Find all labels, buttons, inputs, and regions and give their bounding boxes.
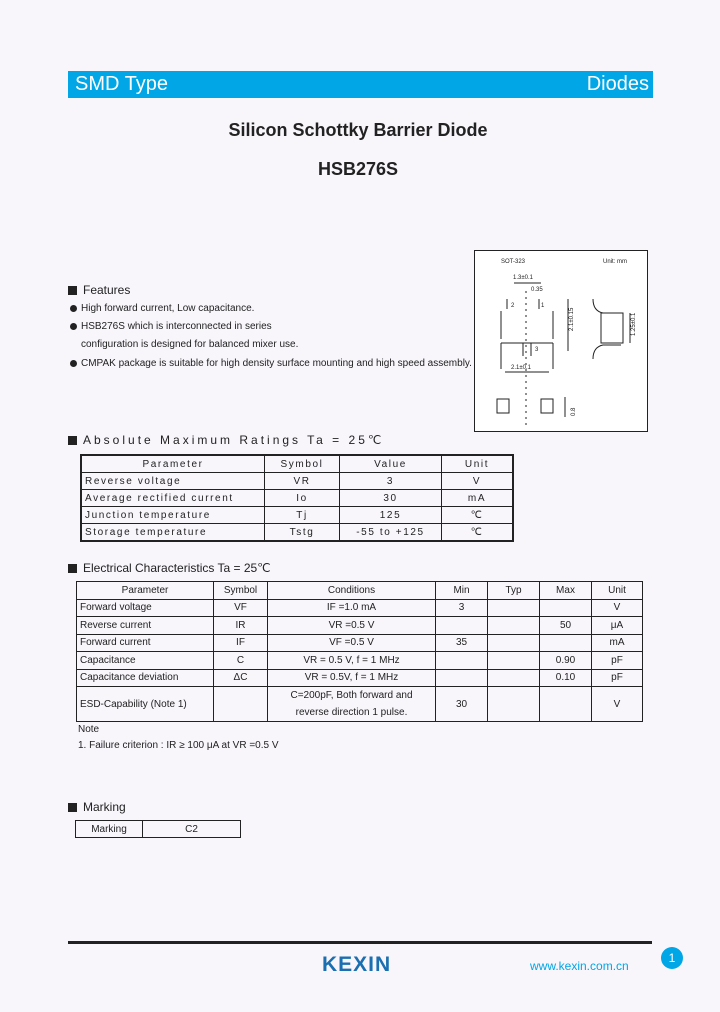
table-row: Reverse current IR VR =0.5 V 50 μA xyxy=(77,617,643,635)
page-number: 1 xyxy=(661,947,683,969)
table-row: Capacitance deviation ΔC VR = 0.5V, f = 1 MHz 0.10 pF xyxy=(77,669,643,687)
svg-text:2.1±0.15: 2.1±0.15 xyxy=(569,307,575,331)
bullet-square-icon xyxy=(68,564,77,573)
table-row: ESD-Capability (Note 1) C=200pF, Both forward and reverse direction 1 pulse. 30 V xyxy=(77,687,643,722)
marking-heading: Marking xyxy=(68,800,126,814)
svg-text:1.25±0.1: 1.25±0.1 xyxy=(631,312,637,336)
bullet-dot-icon xyxy=(70,360,77,367)
svg-text:2.1±0.1: 2.1±0.1 xyxy=(511,365,531,371)
table-row: Reverse voltage VR 3 V xyxy=(81,473,513,490)
svg-text:0.35: 0.35 xyxy=(531,287,543,293)
page-title: Silicon Schottky Barrier Diode xyxy=(228,120,488,140)
table-row: Forward current IF VF =0.5 V 35 mA xyxy=(77,634,643,652)
part-number: HSB276S xyxy=(317,159,399,179)
electrical-table xyxy=(76,581,643,722)
marking-table xyxy=(75,820,241,838)
table-row: Capacitance C VR = 0.5 V, f = 1 MHz 0.90 pF xyxy=(77,652,643,670)
unit-label: Unit: mm xyxy=(603,259,627,265)
svg-text:1: 1 xyxy=(541,303,545,309)
svg-text:3: 3 xyxy=(535,347,539,353)
bullet-square-icon xyxy=(68,803,77,812)
bullet-dot-icon xyxy=(70,323,77,330)
feature-item: HSB276S which is interconnected in series xyxy=(70,321,272,332)
abs-max-heading: Absolute Maximum Ratings Ta = 25℃ xyxy=(68,433,384,447)
feature-item-continued: configuration is designed for balanced mixer use. xyxy=(81,339,299,350)
header-type: SMD Type xyxy=(75,73,168,95)
note-1: 1. Failure criterion : IR ≥ 100 μA at VR =0.5 V xyxy=(78,740,279,751)
footer-divider xyxy=(68,941,652,944)
table-header-row: Parameter Symbol Value Unit xyxy=(81,455,513,473)
table-row: Forward voltage VF IF =1.0 mA 3 V xyxy=(77,599,643,617)
feature-item: CMPAK package is suitable for high density surface mounting and high speed assembly. xyxy=(70,358,472,369)
abs-max-table xyxy=(80,454,514,542)
website-link[interactable]: www.kexin.com.cn xyxy=(530,959,629,973)
header-category: Diodes xyxy=(586,73,649,95)
package-name: SOT-323 xyxy=(501,259,526,265)
note-label: Note xyxy=(78,724,100,735)
header-bar xyxy=(68,71,653,98)
table-row: Storage temperature Tstg -55 to +125 ℃ xyxy=(81,524,513,542)
elec-heading: Electrical Characteristics Ta = 25℃ xyxy=(68,561,271,575)
bullet-square-icon xyxy=(68,286,77,295)
table-row: Marking C2 xyxy=(76,821,241,838)
feature-item: High forward current, Low capacitance. xyxy=(70,303,254,314)
svg-text:0.8: 0.8 xyxy=(571,407,577,416)
table-header-row: Parameter Symbol Conditions Min Typ Max Unit xyxy=(77,582,643,600)
features-heading: Features xyxy=(68,283,130,297)
table-row: Junction temperature Tj 125 ℃ xyxy=(81,507,513,524)
kexin-logo: KEXIN xyxy=(322,953,392,976)
bullet-dot-icon xyxy=(70,305,77,312)
svg-text:2: 2 xyxy=(511,303,515,309)
table-row: Average rectified current Io 30 mA xyxy=(81,490,513,507)
bullet-square-icon xyxy=(68,436,77,445)
package-diagram xyxy=(474,250,648,432)
svg-text:1.3±0.1: 1.3±0.1 xyxy=(513,275,533,281)
